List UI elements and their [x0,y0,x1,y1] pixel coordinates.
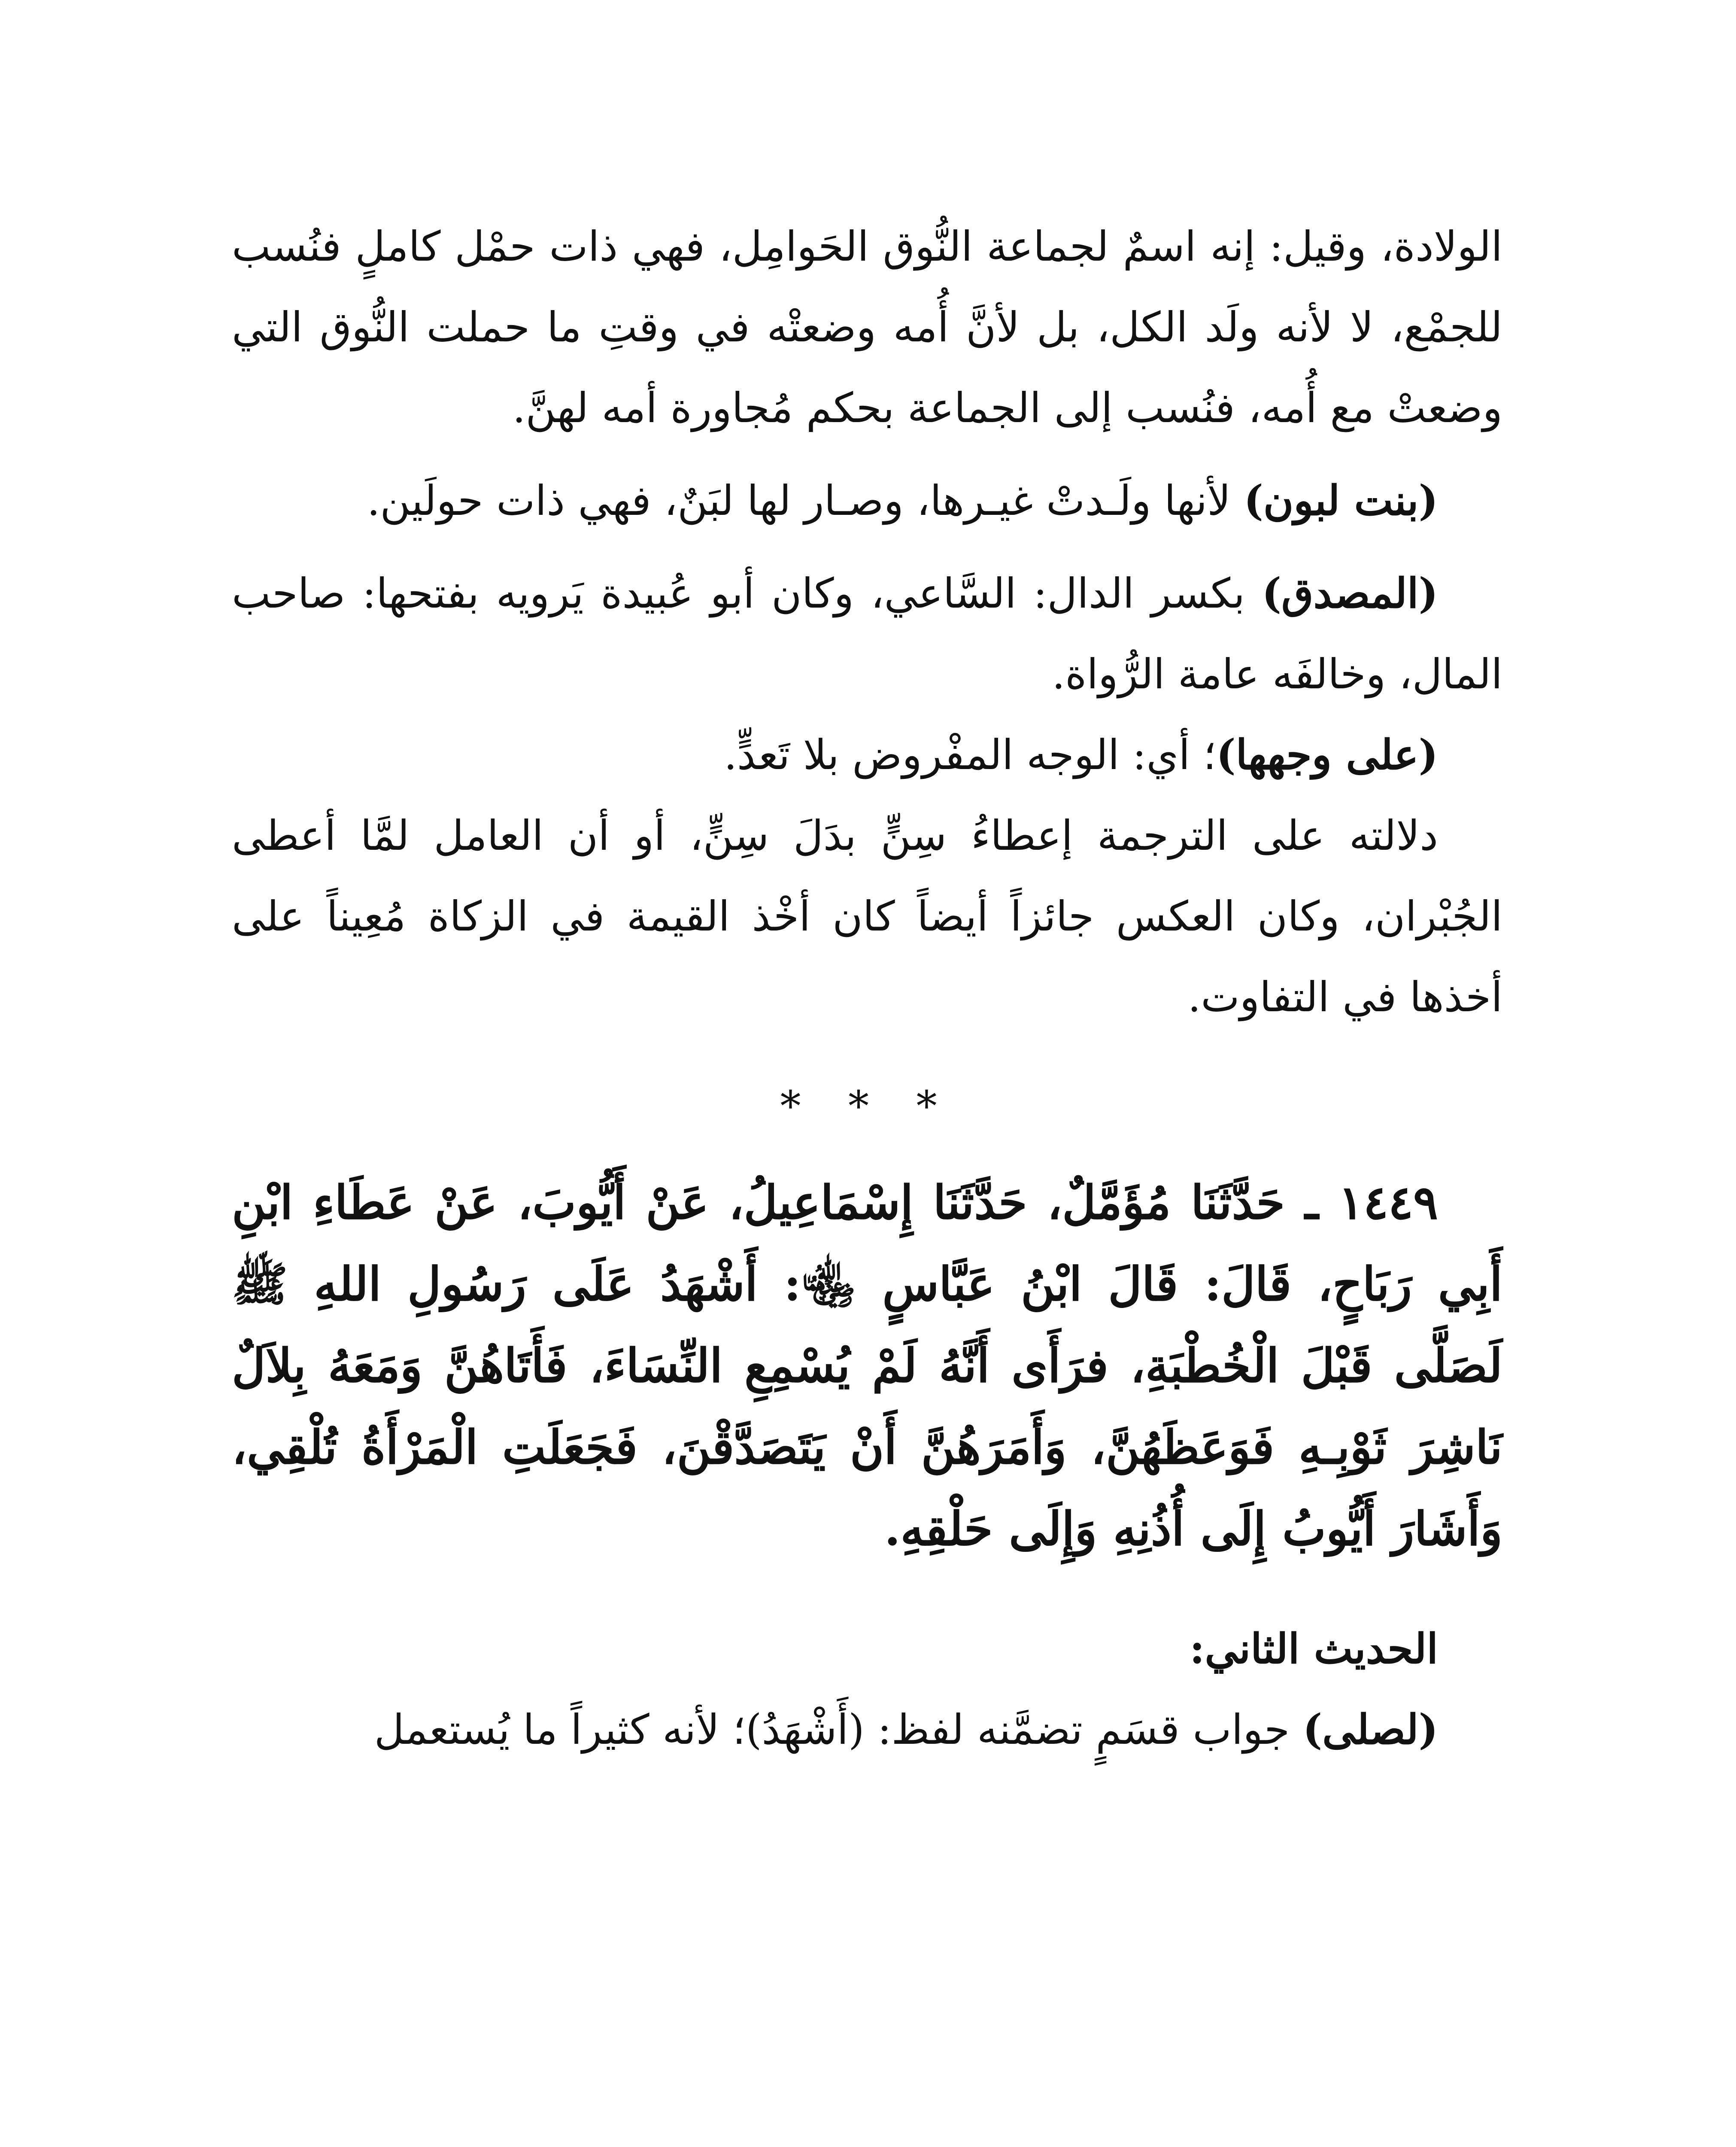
section-separator: * * * [780,1082,954,1130]
text-lasalla: جواب قسَمٍ تضمَّنه لفظ: (أَشْهَدُ)؛ لأنه كثيراً ما يُستعمل [374,1706,1303,1754]
paragraph-lasalla [232,1689,1502,1770]
section-heading: الحديث الثاني: [1190,1624,1438,1673]
paragraph-bint-laboon [232,460,1502,541]
text-ala-wajhiha: ؛ أي: الوجه المفْروض بلا تَعدٍّ. [724,731,1217,779]
paragraph-musaddiq [232,553,1502,715]
paragraph-walada: الولادة، وقيل: إنه اسمٌ لجماعة النُّوق الحَوامِل، فهي ذات حمْل كاملٍ فنُسب للجمْع، لا لأنه ولَد الكل، بل لأنَّ أُمه وضعتْه في وقتِ ما حملت النُّوق التي وضعتْ مع أُمه، فنُسب إلى الجماعة بحكم مُجاورة أمه لهنَّ. [232,222,1502,432]
term-bint-laboon: (بنت لبون) [1244,476,1438,525]
term-ala-wajhiha: (على وجهها) [1216,730,1438,779]
paragraph-ala-wajhiha [232,715,1502,795]
hadith-text: ١٤٤٩ ـ حَدَّثَنَا مُؤَمَّلٌ، حَدَّثَنَا إِسْمَاعِيلُ، عَنْ أَيُّوبَ، عَنْ عَطَاءِ ابْنِ أَبِي رَبَاحٍ، قَالَ: قَالَ ابْنُ عَبَّاسٍ ﵄: أَشْهَدُ عَلَى رَسُولِ اللهِ ﷺ لَصَلَّى قَبْلَ الْخُطْبَةِ، فرَأَى أَنَّهُ لَمْ يُسْمِعِ النِّسَاءَ، فَأَتَاهُنَّ وَمَعَهُ بِلاَلٌ نَاشِرَ ثَوْبِـهِ فَوَعَظَهُنَّ، وَأَمَرَهُنَّ أَنْ يَتَصَدَّقْنَ، فَجَعَلَتِ الْمَرْأَةُ تُلْقِي، وَأَشَارَ أَيُّوبُ إِلَى أُذُنِهِ وَإِلَى حَلْقِهِ. [232,1176,1502,1556]
paragraph-dalalah: دلالته على الترجمة إعطاءُ سِنٍّ بدَلَ سِنٍّ، أو أن العامل لمَّا أعطى الجُبْران، وكان العكس جائزاً أيضاً كان أخْذ القيمة في الزكاة مُعِيناً على أخذها في التفاوت. [232,812,1502,1021]
page-body [232,206,1502,1770]
text-bint-laboon: لأنها ولَـدتْ غيـرها، وصـار لها لبَنٌ، فهي ذات حولَين. [367,477,1244,525]
text-musaddiq: بكسر الدال: السَّاعي، وكان أبو عُبيدة يَرويه بفتحها: صاحب المال، وخالفَه عامة الرُّواة. [232,569,1502,698]
term-musaddiq: (المصدق) [1262,569,1438,617]
term-lasalla: (لصلى) [1302,1705,1438,1754]
